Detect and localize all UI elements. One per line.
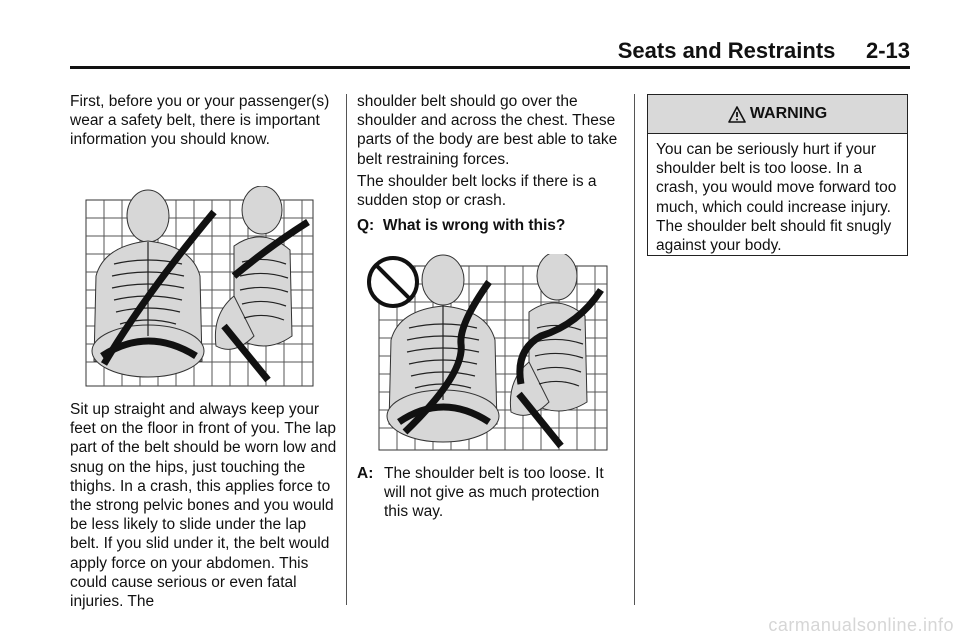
answer-label: A: <box>357 465 374 482</box>
correct-belt-illustration <box>84 186 316 388</box>
warning-text: You can be seriously hurt if your shoulder belt is too loose. In a crash, you would move forward too much, which could increase injury. The shoulder belt should fit snugly against your body. <box>656 141 897 255</box>
page-header <box>70 30 910 69</box>
watermark: carmanualsonline.info <box>768 615 954 635</box>
answer-text: The shoulder belt is too loose. It will not give as much protection this way. <box>384 465 604 521</box>
caution-triangle-icon <box>728 106 746 123</box>
section-title: Seats and Restraints <box>617 38 836 63</box>
question: Q: What is wrong with this? <box>357 217 566 234</box>
shoulder-belt-paragraph: shoulder belt should go over the shoulder and across the chest. These parts of the body are best able to take belt restraining forces. <box>357 93 618 168</box>
belt-locks-paragraph: The shoulder belt locks if there is a sudden stop or crash. <box>357 173 597 210</box>
loose-belt-illustration <box>365 254 609 452</box>
column-divider-2 <box>634 94 635 605</box>
intro-paragraph: First, before you or your passenger(s) wear a safety belt, there is important information you should know. <box>70 93 330 149</box>
header-title <box>618 38 910 64</box>
no-symbol-icon <box>369 258 417 306</box>
warning-header <box>648 95 907 134</box>
warning-title: WARNING <box>749 105 828 122</box>
column-divider-1 <box>346 94 347 605</box>
body-paragraph: Sit up straight and always keep your feet on the floor in front of you. The lap part of the belt should be worn low and snug on the hips, just touching the thighs. In a crash, this applies force to the strong pelvic bones and you would be less likely to slide under the lap belt. If you slid under it, the belt would apply force on your abdomen. This could cause serious or even fatal injuries. The <box>70 401 337 611</box>
warning-box <box>647 94 908 256</box>
page-number: 2-13 <box>865 38 910 63</box>
answer-block <box>357 464 622 524</box>
